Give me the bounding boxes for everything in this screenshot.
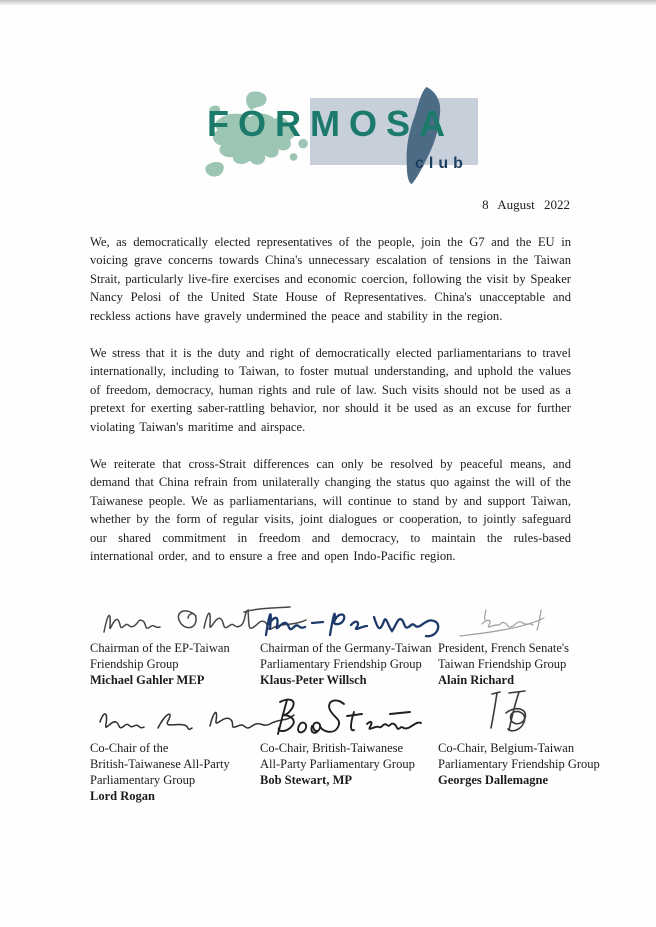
formosa-club-logo <box>185 84 485 190</box>
signatory-name: Michael Gahler MEP <box>90 673 205 687</box>
signatory-georges-dallemagne <box>438 704 602 804</box>
signatory-title-line: Co-Chair of the <box>90 741 169 755</box>
signatory-title-line: British-Taiwanese All-Party <box>90 757 230 771</box>
signatory-bob-stewart <box>260 704 438 804</box>
signatory-alain-richard <box>438 596 602 688</box>
signature-alain-richard-icon <box>456 606 560 640</box>
signatory-title-line: President, French Senate's <box>438 641 570 655</box>
logo-title: FORMOSA <box>207 103 454 144</box>
paragraph-3: We reiterate that cross-Strait differences can only be resolved by peaceful means, and demand that China refrain from unilaterally changing the status quo against the will of the Taiwanese people. We as parliamentarians, will continue to stand by and support Taiwan, whether by the form of regular visits, joint dialogues or cooperation, to jointly safeguard our shared commitment in freedom and democracy, to maintain the rules-based international order, and to ensure a free and open Indo-Pacific region. <box>90 457 571 564</box>
signatory-name: Alain Richard <box>438 673 515 687</box>
logo-subtitle: club <box>415 155 468 172</box>
signatory-title-line: Chairman of the EP-Taiwan <box>90 641 230 655</box>
signatory-michael-gahler <box>90 596 260 688</box>
signatory-title-line: Parliamentary Group <box>90 773 196 787</box>
signatory-title-line: All-Party Parliamentary Group <box>260 757 415 771</box>
signature-grid <box>90 596 602 804</box>
signatory-title-line: Co-Chair, British-Taiwanese <box>260 741 404 755</box>
letter-date: 8 August 2022 <box>482 197 570 212</box>
signatory-klaus-peter-willsch <box>260 596 438 688</box>
signature-bob-stewart-icon <box>272 694 422 740</box>
signatory-title-line: Parliamentary Friendship Group <box>260 657 422 671</box>
paragraph-2: We stress that it is the duty and right of democratically elected parliamentarians to travel internationally, including to Taiwan, to foster mutual understanding, and uphold the values of freedom, democracy, human rights and rule of law. Such visits should not be used as a pretext for exerting saber-rattling behavior, nor should it be used as an excuse for further violating Taiwan's maritime and airspace. <box>90 346 571 434</box>
signatory-name: Klaus-Peter Willsch <box>260 673 367 687</box>
signatory-lord-rogan <box>90 704 260 804</box>
signatory-title-line: Parliamentary Friendship Group <box>438 757 600 771</box>
signatory-title-line: Co-Chair, Belgium-Taiwan <box>438 741 575 755</box>
signatory-name: Georges Dallemagne <box>438 773 549 787</box>
letter-body <box>90 233 571 585</box>
paragraph-1: We, as democratically elected representatives of the people, join the G7 and the EU in voicing grave concerns towards China's unnecessary escalation of tensions in the Taiwan Strait, particularly live-fire exercises and economic coercion, following the visit by Speaker Nancy Pelosi of the United State House of Representatives. China's unacceptable and reckless actions have gravely undermined the peace and stability in the region. <box>90 235 571 323</box>
scan-artifact-top <box>0 0 656 5</box>
signatory-title-line: Taiwan Friendship Group <box>438 657 567 671</box>
signature-klaus-peter-willsch-icon <box>260 604 455 640</box>
signature-georges-dallemagne-icon <box>482 688 542 740</box>
signatory-title-line: Chairman of the Germany-Taiwan <box>260 641 432 655</box>
signatory-name: Bob Stewart, MP <box>260 773 352 787</box>
signatory-name: Lord Rogan <box>90 789 155 803</box>
signatory-title-line: Friendship Group <box>90 657 179 671</box>
